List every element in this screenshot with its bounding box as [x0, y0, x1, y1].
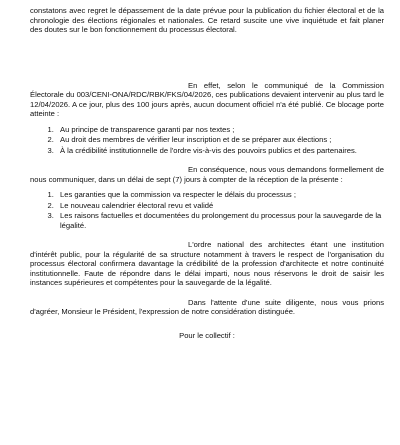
- intro-paragraph: constatons avec regret le dépassement de la date prévue pour la publication du fichier électoral et de la chronologie des élections régionales et nationales. Ce retard suscite une vive inquiétude et fait planer des doutes sur le bon fonctionnement du processus électoral.: [30, 6, 384, 34]
- consequence-paragraph: En conséquence, nous vous demandons formellement de nous communiquer, dans un délai de sept (7) jours à compter de la réception de la présente :: [30, 165, 384, 184]
- list-item: 3. Les raisons factuelles et documentées du prolongement du processus pour la sauvegarde de la légalité.: [56, 211, 384, 230]
- list-item: 1. Les garanties que la commission va respecter le délais du processus ;: [56, 190, 384, 200]
- letter-page: [30, 6, 384, 348]
- closing-line: Pour le collectif :: [179, 330, 235, 340]
- ordre-paragraph: L'ordre national des architectes étant une institution d'intérêt public, pour la régularité de sa structure notamment à travers le respect de l'organisation du processus électoral confirmera davantage la crédibilité de la profession d'architecte et notre continuité institutionnelle. Faute de répondre dans le délai imparti, nous nous réservons le droit de saisir les instances supérieures et compétentes pour la sauvegarde de la légalité.: [30, 240, 384, 287]
- list-item: 1. Au principe de transparence garanti par nos textes ;: [56, 125, 384, 135]
- demandes-list: [30, 190, 384, 230]
- atteinte-list: [30, 125, 384, 156]
- list-item: 2. Le nouveau calendrier électoral revu et validé: [56, 201, 384, 211]
- list-item: 2. Au droit des membres de vérifier leur inscription et de se préparer aux élections ;: [56, 135, 384, 145]
- attente-paragraph: Dans l'attente d'une suite diligente, nous vous prions d'agréer, Monsieur le Président, l'expression de notre considération distinguée.: [30, 297, 384, 316]
- en-effet-paragraph: En effet, selon le communiqué de la Commission Électorale du 003/CENI-ONA/RDC/RBK/FKS/04/2026, ces publications devaient intervenir au plus tard le 12/04/2026. A ce jour, plus des 100 jours après, aucun document officiel n'a été publié. Ce blocage porte atteinte :: [30, 80, 384, 118]
- list-item: 3. À la crédibilité institutionnelle de l'ordre vis-à-vis des pouvoirs publics et des partenaires.: [56, 146, 384, 156]
